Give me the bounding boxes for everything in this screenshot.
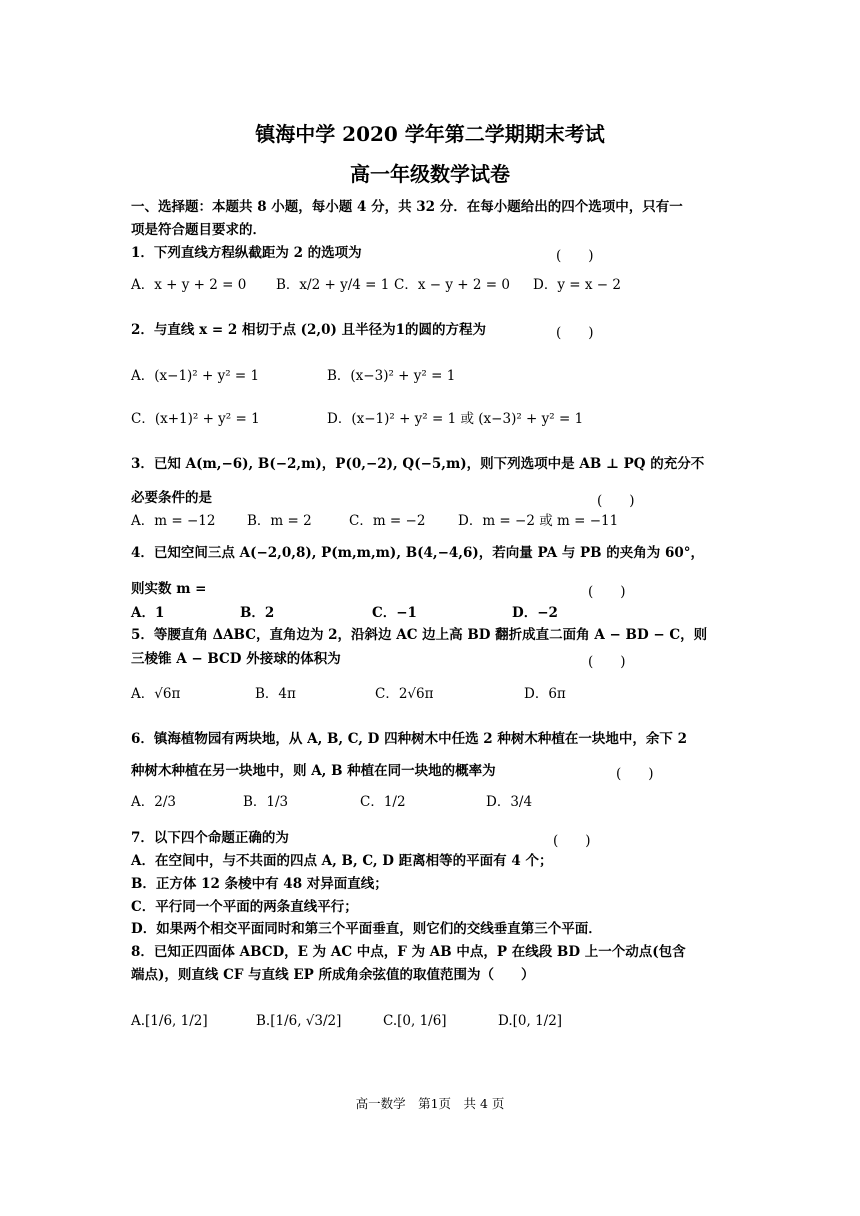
q3-option-b: B．m = 2 <box>247 513 312 529</box>
q8-stem-line2: 端点)，则直线 CF 与直线 EP 所成角余弦值的取值范围为（ ） <box>131 967 535 983</box>
q8-option-d: D.[0, 1/2] <box>498 1013 563 1029</box>
q6-option-c: C．1/2 <box>360 794 406 810</box>
q3-option-c: C．m = −2 <box>349 513 426 529</box>
q6-option-b: B．1/3 <box>243 794 289 810</box>
q8-stem-line1: 8．已知正四面体 ABCD，E 为 AC 中点，F 为 AB 中点，P 在线段 BD 上一个动点(包含 <box>131 944 686 960</box>
q4-option-a: A．1 <box>131 605 165 621</box>
section-heading-line1: 一、选择题：本题共 8 小题，每小题 4 分，共 32 分．在每小题给出的四个选项中，只有一 <box>131 199 683 215</box>
q3-option-d: D．m = −2 或 m = −11 <box>458 513 619 529</box>
q4-option-d: D．−2 <box>512 605 558 621</box>
q5-stem-line2: 三棱锥 A − BCD 外接球的体积为 <box>131 651 341 667</box>
q5-option-a: A．√6π <box>131 686 181 702</box>
q3-option-a: A．m = −12 <box>131 513 216 529</box>
q2-option-c: C．(x+1)² + y² = 1 <box>131 411 260 427</box>
q7-answer-paren: ( ) <box>553 833 591 849</box>
q2-stem: 2．与直线 x = 2 相切于点 (2,0) 且半径为1的圆的方程为 <box>131 322 487 338</box>
section-heading-line2: 项是符合题目要求的． <box>131 222 266 238</box>
q8-option-a: A.[1/6, 1/2] <box>131 1013 208 1029</box>
q7-stem: 7．以下四个命题正确的为 <box>131 830 289 846</box>
q5-stem-line1: 5．等腰直角 ΔABC，直角边为 2，沿斜边 AC 边上高 BD 翻折成直二面角 A − BD − C，则 <box>131 627 708 643</box>
q7-option-a: A．在空间中，与不共面的四点 A, B, C, D 距离相等的平面有 4 个； <box>131 853 553 869</box>
q6-answer-paren: ( ) <box>616 766 654 782</box>
page-footer: 高一数学 第1页 共 4 页 <box>355 1096 505 1111</box>
q4-stem-line2: 则实数 m = <box>131 581 207 597</box>
q6-stem-line1: 6．镇海植物园有两块地，从 A, B, C, D 四种树木中任选 2 种树木种植在一块地中，余下 2 <box>131 731 687 747</box>
q1-option-d: D．y = x − 2 <box>533 277 621 293</box>
exam-subtitle: 高一年级数学试卷 <box>350 162 510 186</box>
q7-option-d: D．如果两个相交平面同时和第三个平面垂直，则它们的交线垂直第三个平面． <box>131 921 602 937</box>
q3-stem-line1: 3．已知 A(m,−6), B(−2,m)，P(0,−2), Q(−5,m)，则下列选项中是 AB ⊥ PQ 的充分不 <box>131 456 705 472</box>
q1-option-c: C．x − y + 2 = 0 <box>394 277 510 293</box>
q1-stem: 1．下列直线方程纵截距为 2 的选项为 <box>131 245 362 261</box>
q5-option-c: C．2√6π <box>375 686 434 702</box>
q1-option-a: A．x + y + 2 = 0 <box>131 277 247 293</box>
q5-option-b: B．4π <box>255 686 296 702</box>
q2-option-a: A．(x−1)² + y² = 1 <box>131 368 260 384</box>
q5-answer-paren: ( ) <box>588 654 626 670</box>
q3-answer-paren: ( ) <box>597 493 635 509</box>
exam-title: 镇海中学 2020 学年第二学期期末考试 <box>255 122 605 146</box>
q2-answer-paren: ( ) <box>556 325 594 341</box>
q1-option-b: B．x/2 + y/4 = 1 <box>276 277 390 293</box>
q2-option-b: B．(x−3)² + y² = 1 <box>327 368 456 384</box>
q7-option-c: C．平行同一个平面的两条直线平行； <box>131 899 358 915</box>
q6-stem-line2: 种树木种植在另一块地中，则 A, B 种植在同一块地的概率为 <box>131 763 496 779</box>
q5-option-d: D．6π <box>524 686 566 702</box>
q3-stem-line2: 必要条件的是 <box>131 490 212 506</box>
q4-answer-paren: ( ) <box>588 584 626 600</box>
q8-option-c: C.[0, 1/6] <box>383 1013 447 1029</box>
q7-option-b: B．正方体 12 条棱中有 48 对异面直线； <box>131 876 388 892</box>
q4-stem-line1: 4．已知空间三点 A(−2,0,8), P(m,m,m), B(4,−4,6)，若向量 PA 与 PB 的夹角为 60°， <box>131 545 705 561</box>
q6-option-a: A．2/3 <box>131 794 176 810</box>
q8-option-b: B.[1/6, √3/2] <box>256 1013 342 1029</box>
q4-option-b: B．2 <box>240 605 275 621</box>
q1-answer-paren: ( ) <box>556 248 594 264</box>
q4-option-c: C．−1 <box>372 605 417 621</box>
q6-option-d: D．3/4 <box>486 794 533 810</box>
q2-option-d: D．(x−1)² + y² = 1 或 (x−3)² + y² = 1 <box>327 411 584 427</box>
